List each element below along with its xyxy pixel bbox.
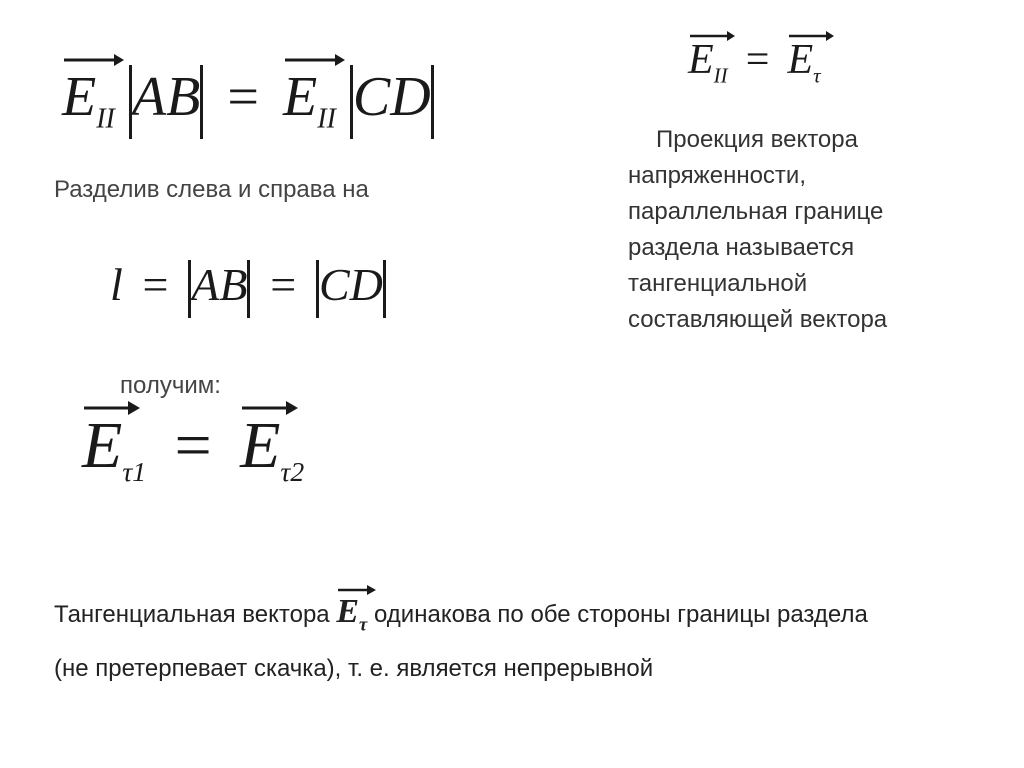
- projection-line: раздела называется: [628, 234, 855, 261]
- vector-arrow-icon: [336, 584, 367, 598]
- vector-e-ii: $E_{II}$: [688, 30, 728, 105]
- conclusion: [54, 590, 868, 691]
- vector-arrow-icon: [787, 30, 820, 44]
- vector-e-tau: $E_\tau$: [787, 30, 820, 105]
- segment-ab: AB: [131, 66, 201, 128]
- vector-arrow-icon: [82, 398, 146, 412]
- projection-explanation: [628, 122, 988, 338]
- equals-sign: =: [227, 66, 259, 128]
- segment-cd: CD: [318, 259, 383, 310]
- conclusion-line-1: [54, 590, 868, 647]
- equals-sign: =: [142, 259, 169, 310]
- conclusion-text-start: Тангенциальная вектора: [54, 601, 330, 628]
- vector-arrow-icon: [283, 52, 336, 66]
- conclusion-line-2: (не претерпевает скачка), т. е. является непрерывной: [54, 655, 654, 683]
- formula-continuity: [82, 398, 304, 520]
- vector-e-ii-left: $E_{II}$: [62, 52, 115, 165]
- formula-tangential-definition: [688, 30, 821, 105]
- equals-sign: =: [745, 37, 770, 83]
- projection-line: параллельная границе: [628, 198, 884, 225]
- length-l: l: [110, 259, 123, 310]
- text-divide: Разделив слева и справа на: [54, 176, 369, 203]
- vector-e-tau-inline: $E_\tau$: [336, 590, 367, 647]
- segment-ab: AB: [191, 259, 248, 310]
- equals-sign: =: [174, 409, 212, 482]
- projection-line: составляющей вектора: [628, 306, 888, 333]
- equals-sign: =: [270, 259, 297, 310]
- text-get: получим:: [120, 372, 221, 399]
- formula-length: [110, 252, 386, 318]
- vector-e-tau2: $E_{\tau 2}$: [240, 398, 304, 520]
- vector-arrow-icon: [688, 30, 728, 44]
- projection-line: тангенциальной: [628, 270, 808, 297]
- vector-arrow-icon: [62, 52, 115, 66]
- segment-cd: CD: [352, 66, 431, 128]
- projection-line: напряженности,: [628, 162, 806, 189]
- abs-bar: [431, 65, 434, 139]
- conclusion-text-end: одинакова по обе стороны границы раздела: [373, 601, 868, 628]
- vector-arrow-icon: [240, 398, 304, 412]
- vector-e-tau1: $E_{\tau 1}$: [82, 398, 146, 520]
- formula-field-equality: [62, 52, 434, 165]
- vector-e-ii-right: $E_{II}$: [283, 52, 336, 165]
- abs-bar: [383, 260, 386, 318]
- abs-bar: [200, 65, 203, 139]
- abs-bar: [247, 260, 250, 318]
- projection-line: Проекция вектора: [656, 126, 858, 153]
